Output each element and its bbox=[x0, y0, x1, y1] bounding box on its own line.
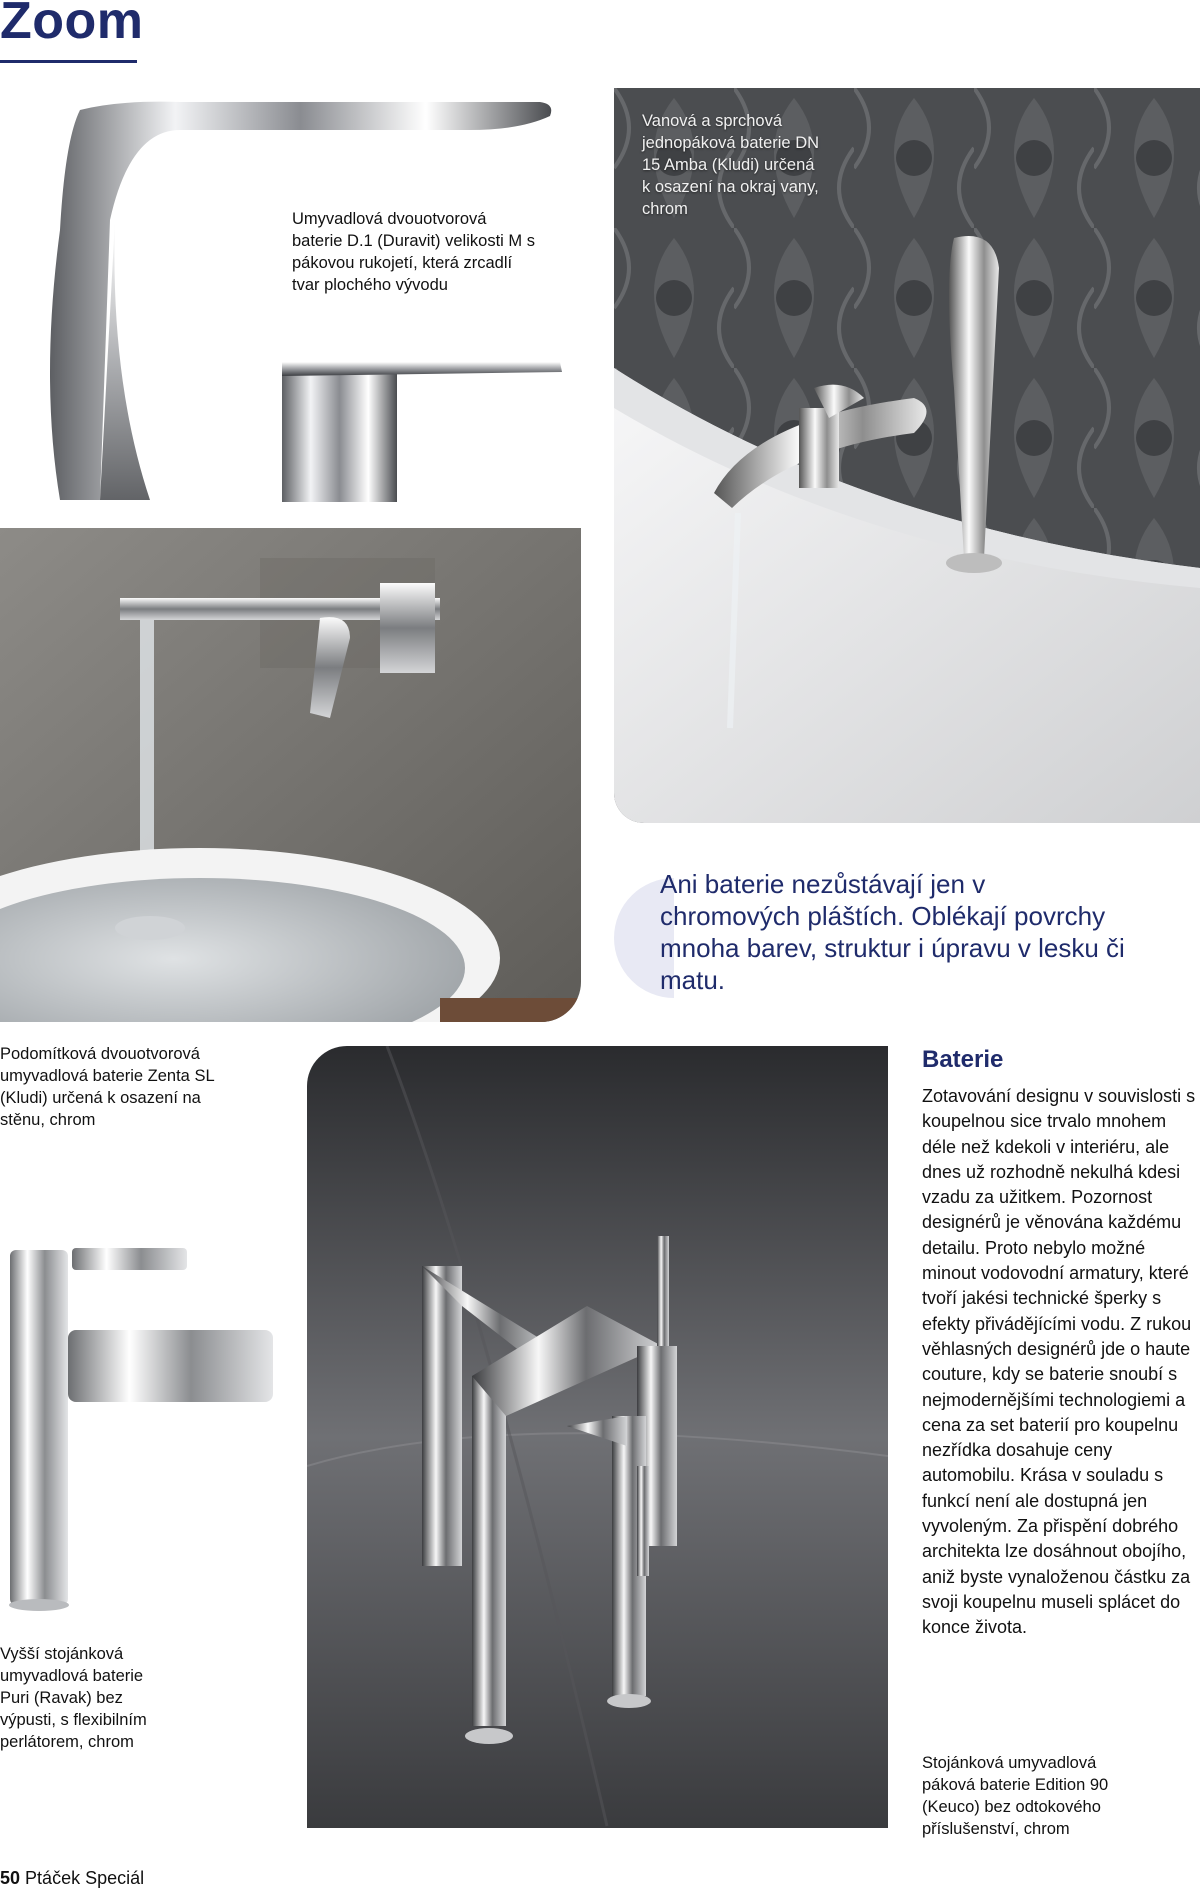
ravak-puri-photo bbox=[0, 1240, 285, 1615]
keuco-edition-photo bbox=[307, 1046, 888, 1828]
caption-kludi-amba: Vanová a sprchová jednopáková baterie DN 15 Amba (Kludi) určená k osazení na okraj vany, chrom bbox=[642, 112, 820, 218]
caption-kludi-zenta: Podomítková dvouotvorová umyvadlová baterie Zenta SL (Kludi) určená k osazení na stěnu, chrom bbox=[0, 1045, 215, 1129]
publication-name: Ptáček Speciál bbox=[25, 1868, 145, 1888]
page-footer bbox=[0, 1868, 144, 1889]
caption-duravit: Umyvadlová dvouotvorová baterie D.1 (Duravit) velikosti M s pákovou rukojetí, která zrcadlí tvar plochého vývodu bbox=[292, 210, 535, 294]
kludi-zenta-photo bbox=[0, 528, 581, 1022]
page-title: Zoom bbox=[0, 0, 144, 50]
section-heading: Baterie bbox=[922, 1046, 1004, 1073]
article-body: Zotavování designu v souvislosti s koupelnou sice trvalo mnohem déle než kdekoli v interiéru, ale dnes už rozhodně nekulhá kdesi vzadu za užitkem. Pozornost designérů je věnována každému detailu. Proto nebylo možné minout vodovodní armatury, které tvoří jakési technické šperky s efekty přivádějícími vodu. Z rukou věhlasných designérů jde o haute couture, kdy se baterie snoubí s nejmodernějšími technologiemi a cena za set baterií pro koupelnu nezřídka dosahuje ceny automobilu. Krása v souladu s funkcí není ale dostupná jen vyvoleným. Za přispění dobrého architekta lze dosáhnout obojího, aniž byste vynaloženou částku za svoji koupelnu museli splácet do konce života. bbox=[922, 1086, 1196, 1638]
caption-ravak-puri: Vyšší stojánková umyvadlová baterie Puri (Ravak) bez výpusti, s flexibilním perlátorem, chrom bbox=[0, 1645, 147, 1751]
title-underline bbox=[0, 60, 137, 63]
pull-quote: Ani baterie nezůstávají jen v chromových pláštích. Oblékají povrchy mnoha barev, struktur i úpravu v lesku či matu. bbox=[660, 869, 1125, 995]
caption-keuco: Stojánková umyvadlová páková baterie Edition 90 (Keuco) bez odtokového příslušenství, chrom bbox=[922, 1754, 1109, 1838]
page-number: 50 bbox=[0, 1868, 21, 1888]
